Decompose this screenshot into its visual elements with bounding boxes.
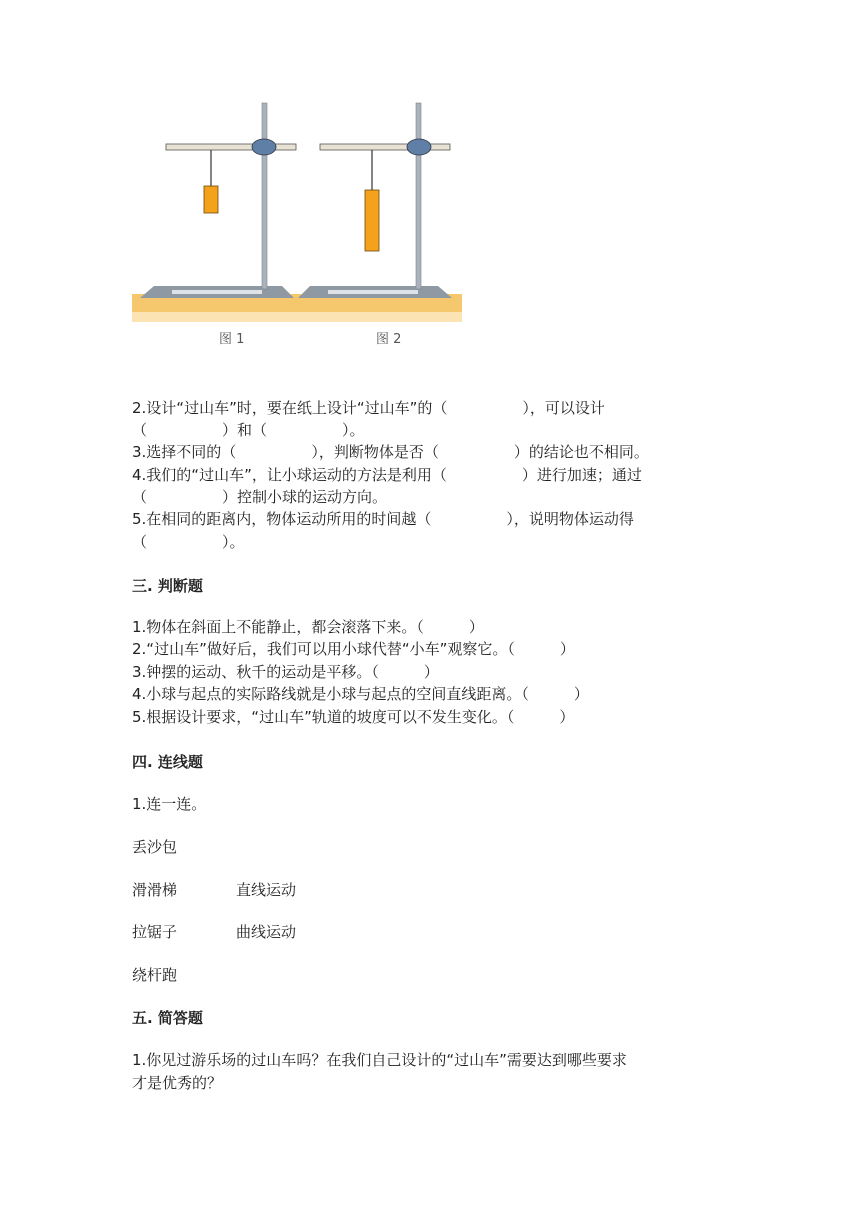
clamp-2 [407,139,431,155]
figure-caption-1: 图 1 [219,332,245,347]
pendulum-weight-2 [365,190,379,251]
judge-question-3: 3.钟摆的运动、秋千的运动是平移。（ ） [132,663,439,681]
question-3: 3.选择不同的（ ），判断物体是否（ ）的结论也不相同。 [132,443,649,461]
judge-question-2: 2.“过山车”做好后，我们可以用小球代替“小车”观察它。（ ） [132,640,575,658]
section-title-match: 四. 连线题 [132,753,203,771]
crossbar-1 [166,144,296,150]
judge-question-1: 1.物体在斜面上不能静止，都会滚落下来。（ ） [132,618,484,636]
match-left-item: 绕杆跑 [132,966,178,984]
clamp-1 [252,139,276,155]
match-right-item: 直线运动 [236,881,297,899]
question-4-line-1: 4.我们的“过山车”，让小球运动的方法是利用（ ）进行加速；通过 [132,466,642,484]
short-answer-question-1-line-1: 1.你见过游乐场的过山车吗？在我们自己设计的“过山车”需要达到哪些要求 [132,1051,627,1069]
section-title-short-answer: 五. 简答题 [132,1009,203,1027]
question-5-line-1: 5.在相同的距离内，物体运动所用的时间越（ ），说明物体运动得 [132,510,634,528]
question-5-line-2: （ ）。 [132,533,245,551]
stand-pole-1 [262,103,267,289]
match-left-item: 滑滑梯 [132,881,178,899]
section-title-judge: 三. 判断题 [132,577,203,595]
figure-caption-2: 图 2 [376,332,402,347]
pendulum-figure [132,98,462,348]
judge-question-4: 4.小球与起点的实际路线就是小球与起点的空间直线距离。（ ） [132,685,589,703]
short-answer-question-1-line-2: 才是优秀的？ [132,1074,223,1092]
question-4-line-2: （ ）控制小球的运动方向。 [132,488,388,506]
match-left-item: 拉锯子 [132,923,178,941]
match-question-1: 1.连一连。 [132,795,207,813]
match-left-item: 丢沙包 [132,838,178,856]
match-right-item: 曲线运动 [236,923,297,941]
pendulum-weight-1 [204,186,218,213]
judge-question-5: 5.根据设计要求，“过山车”轨道的坡度可以不发生变化。（ ） [132,708,575,726]
question-2-line-1: 2.设计“过山车”时，要在纸上设计“过山车”的（ ），可以设计 [132,399,605,417]
question-2-line-2: （ ）和（ ）。 [132,421,365,439]
stand-pole-2 [416,103,421,289]
